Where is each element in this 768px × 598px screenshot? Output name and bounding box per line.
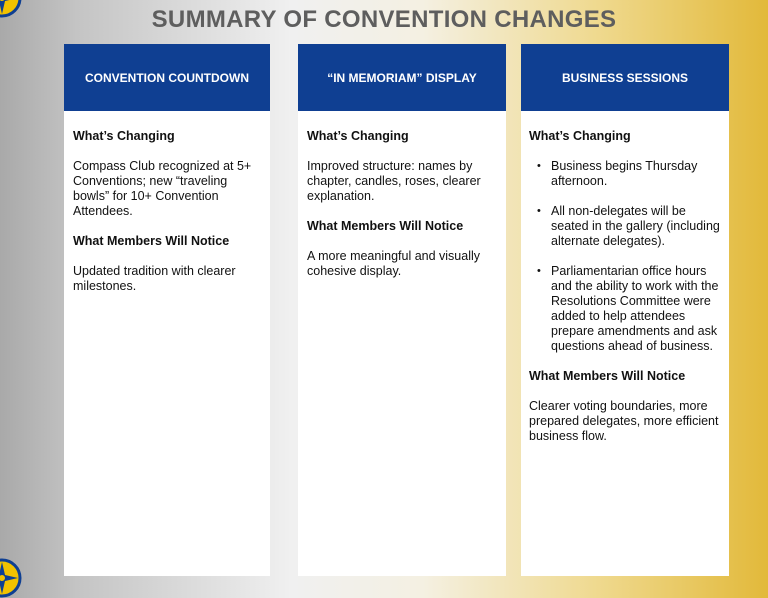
whats-changing-heading: What’s Changing — [73, 129, 175, 143]
bullet-item: • All non-delegates will be seated in the gallery (including alternate delegates). — [529, 204, 721, 249]
whats-changing-text: Compass Club recognized at 5+ Conventions; new “traveling bowls” for 10+ Convention Attendees. — [73, 159, 252, 218]
column-header: BUSINESS SESSIONS — [521, 44, 729, 111]
members-notice-text: Updated tradition with clearer milestones. — [73, 264, 236, 293]
bullet-item: • Parliamentarian office hours and the ability to work with the Resolutions Committee were added to help attendees prepare amendments and ask questions ahead of business. — [529, 264, 721, 354]
column-body — [521, 111, 729, 444]
column-business-sessions — [521, 44, 729, 576]
members-notice-text: A more meaningful and visually cohesive display. — [307, 249, 481, 278]
bullet-item: • Business begins Thursday afternoon. — [529, 159, 721, 189]
column-in-memoriam-display — [298, 44, 506, 576]
column-convention-countdown — [64, 44, 270, 576]
whats-changing-text: Improved structure: names by chapter, candles, roses, clearer explanation. — [307, 159, 481, 203]
compass-logo-icon — [0, 558, 22, 598]
members-notice-text: Clearer voting boundaries, more prepared delegates, more efficient business flow. — [529, 399, 719, 443]
changes-bullet-list — [529, 159, 721, 354]
page-title: SUMMARY OF CONVENTION CHANGES — [151, 6, 617, 33]
members-notice-heading: What Members Will Notice — [307, 219, 464, 233]
whats-changing-heading: What’s Changing — [529, 129, 631, 143]
column-header: CONVENTION COUNTDOWN — [64, 44, 270, 111]
members-notice-heading: What Members Will Notice — [529, 369, 686, 383]
column-body — [64, 111, 270, 294]
members-notice-heading: What Members Will Notice — [73, 234, 230, 248]
whats-changing-heading: What’s Changing — [307, 129, 409, 143]
column-body — [298, 111, 506, 279]
column-header: “IN MEMORIAM” DISPLAY — [298, 44, 506, 111]
